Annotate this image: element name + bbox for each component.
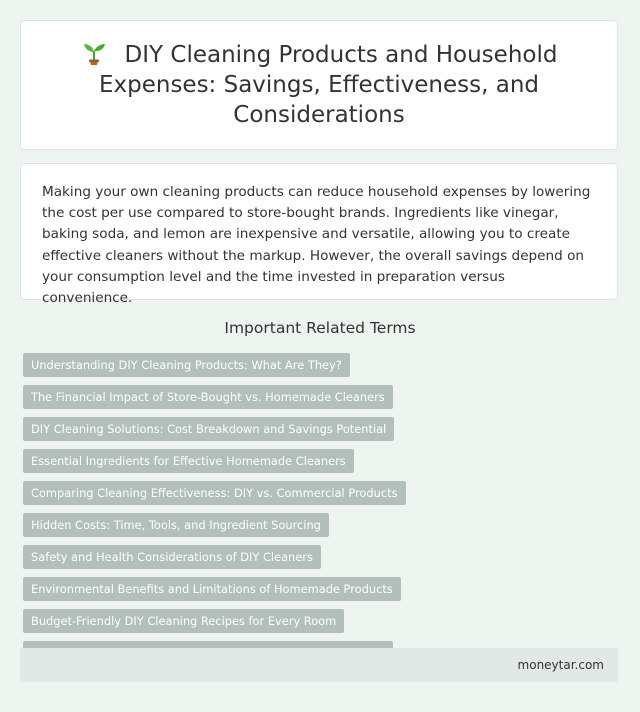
footer-site-name[interactable]: moneytar.com — [517, 658, 604, 672]
page-title — [79, 40, 559, 130]
seedling-icon — [81, 40, 107, 66]
title-card — [20, 20, 618, 150]
related-term-tag[interactable]: DIY Cleaning Solutions: Cost Breakdown and Savings Potential — [23, 417, 394, 441]
related-term-tag[interactable]: Comparing Cleaning Effectiveness: DIY vs. Commercial Products — [23, 481, 406, 505]
footer — [20, 648, 618, 682]
related-term-tag[interactable]: The Financial Impact of Store-Bought vs. Homemade Cleaners — [23, 385, 393, 409]
intro-card — [20, 163, 618, 307]
related-term-tag[interactable]: Budget-Friendly DIY Cleaning Recipes for Every Room — [23, 609, 344, 633]
page-title-text: DIY Cleaning Products and Household Expenses: Savings, Effectiveness, and Considerations — [98, 42, 558, 128]
intro-text: Making your own cleaning products can reduce household expenses by lowering the cost per use compared to store-bought brands. Ingredients like vinegar, baking soda, and lemon are inexpensive and versatile, allowing you to create effective cleaners without the markup. However, the overall savings depend on your consumption level and the time invested in preparation versus convenience. — [42, 184, 591, 307]
related-terms-heading: Important Related Terms — [224, 319, 416, 337]
related-terms-list — [23, 353, 623, 665]
related-term-tag[interactable]: Essential Ingredients for Effective Homemade Cleaners — [23, 449, 354, 473]
related-term-tag[interactable]: Understanding DIY Cleaning Products: What Are They? — [23, 353, 350, 377]
related-term-tag[interactable]: Environmental Benefits and Limitations of Homemade Products — [23, 577, 401, 601]
related-term-tag[interactable]: Safety and Health Considerations of DIY Cleaners — [23, 545, 321, 569]
related-term-tag[interactable]: Hidden Costs: Time, Tools, and Ingredient Sourcing — [23, 513, 329, 537]
